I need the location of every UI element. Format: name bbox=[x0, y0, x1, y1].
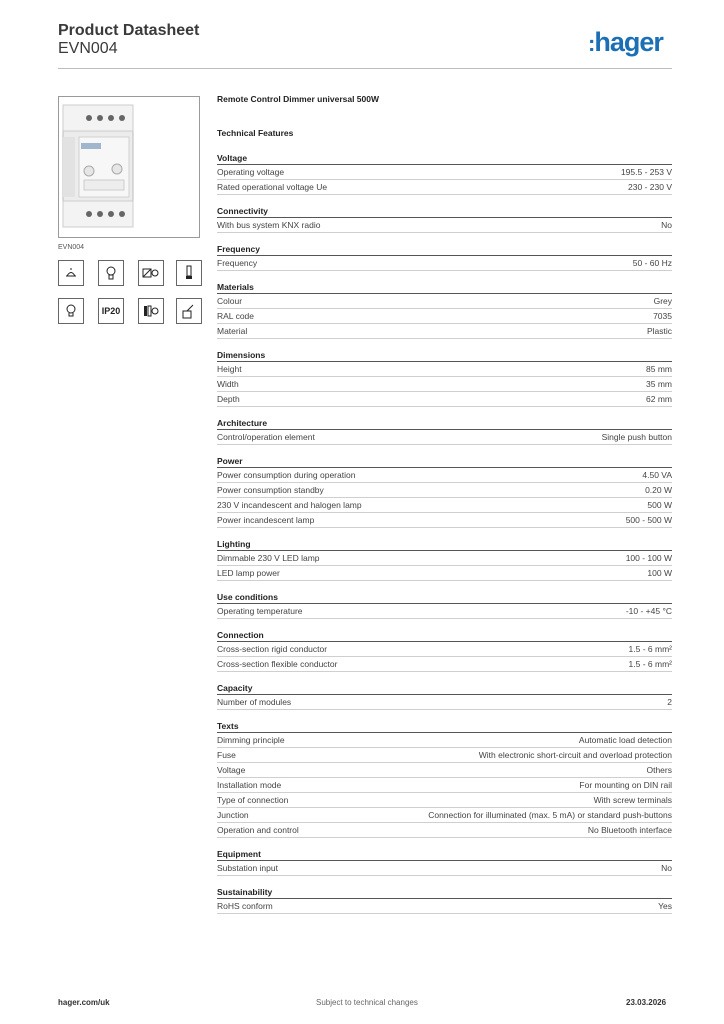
spec-row bbox=[217, 483, 672, 498]
section-title: Sustainability bbox=[217, 886, 672, 899]
spec-section bbox=[217, 152, 672, 195]
product-image bbox=[58, 96, 200, 238]
spec-label: Frequency bbox=[217, 258, 258, 268]
spec-value: Plastic bbox=[646, 326, 672, 336]
spec-row bbox=[217, 733, 672, 748]
spec-label: Fuse bbox=[217, 750, 236, 760]
spec-value: 2 bbox=[667, 697, 672, 707]
spec-value: With screw terminals bbox=[593, 795, 672, 805]
spec-row bbox=[217, 778, 672, 793]
footer-date: 23.03.2026 bbox=[626, 998, 667, 1007]
spec-row bbox=[217, 309, 672, 324]
spec-value: 0.20 W bbox=[645, 485, 672, 495]
spec-row bbox=[217, 793, 672, 808]
spec-label: Control/operation element bbox=[217, 432, 315, 442]
spec-label: 230 V incandescent and halogen lamp bbox=[217, 500, 362, 510]
spec-label: Cross-section rigid conductor bbox=[217, 644, 328, 654]
transformer-icon bbox=[138, 260, 164, 286]
spec-row bbox=[217, 642, 672, 657]
spec-sections bbox=[217, 152, 672, 914]
section-title: Connectivity bbox=[217, 205, 672, 218]
spec-value: No bbox=[661, 863, 672, 873]
din-module-icon bbox=[138, 298, 164, 324]
spec-label: Depth bbox=[217, 394, 240, 404]
page-title: Product Datasheet bbox=[58, 22, 200, 39]
spec-value: 62 mm bbox=[646, 394, 672, 404]
spec-label: Operating voltage bbox=[217, 167, 285, 177]
spec-row bbox=[217, 808, 672, 823]
spec-row bbox=[217, 362, 672, 377]
section-title: Dimensions bbox=[217, 349, 672, 362]
technical-features-heading: Technical Features bbox=[217, 128, 294, 138]
spec-value: No bbox=[661, 220, 672, 230]
spec-section bbox=[217, 455, 672, 528]
spec-row bbox=[217, 218, 672, 233]
spec-row bbox=[217, 294, 672, 309]
spec-label: RAL code bbox=[217, 311, 255, 321]
spec-row bbox=[217, 763, 672, 778]
spec-value: For mounting on DIN rail bbox=[579, 780, 672, 790]
spec-row bbox=[217, 377, 672, 392]
spec-value: 100 W bbox=[647, 568, 672, 578]
spec-row bbox=[217, 551, 672, 566]
spec-label: Colour bbox=[217, 296, 243, 306]
spec-row bbox=[217, 604, 672, 619]
spec-row bbox=[217, 324, 672, 339]
spec-row bbox=[217, 256, 672, 271]
spec-value: 7035 bbox=[653, 311, 672, 321]
spec-section bbox=[217, 682, 672, 710]
spec-row bbox=[217, 748, 672, 763]
spec-value: 230 - 230 V bbox=[628, 182, 672, 192]
section-title: Equipment bbox=[217, 848, 672, 861]
halogen-bulb-icon bbox=[98, 260, 124, 286]
product-caption: EVN004 bbox=[58, 244, 85, 251]
section-title: Voltage bbox=[217, 152, 672, 165]
spec-row bbox=[217, 861, 672, 876]
spec-row bbox=[217, 165, 672, 180]
fluorescent-tube-icon bbox=[176, 260, 202, 286]
spec-value: -10 - +45 °C bbox=[625, 606, 672, 616]
spec-value: No Bluetooth interface bbox=[587, 825, 672, 835]
spec-row bbox=[217, 513, 672, 528]
section-title: Use conditions bbox=[217, 591, 672, 604]
spec-label: Rated operational voltage Ue bbox=[217, 182, 328, 192]
spec-value: 50 - 60 Hz bbox=[632, 258, 672, 268]
spec-value: 500 - 500 W bbox=[625, 515, 672, 525]
brand-logo: :hager bbox=[588, 27, 663, 57]
spec-row bbox=[217, 430, 672, 445]
spec-section bbox=[217, 629, 672, 672]
spec-content bbox=[217, 94, 672, 914]
spec-label: Power consumption standby bbox=[217, 485, 324, 495]
spec-value: 195.5 - 253 V bbox=[620, 167, 672, 177]
section-title: Architecture bbox=[217, 417, 672, 430]
section-title: Connection bbox=[217, 629, 672, 642]
spec-label: Width bbox=[217, 379, 239, 389]
spec-label: Operating temperature bbox=[217, 606, 303, 616]
spec-label: Cross-section flexible conductor bbox=[217, 659, 338, 669]
spec-value: 1.5 - 6 mm² bbox=[628, 659, 672, 669]
product-name: Remote Control Dimmer universal 500W bbox=[217, 94, 380, 104]
spec-label: Substation input bbox=[217, 863, 278, 873]
spec-section bbox=[217, 538, 672, 581]
spec-row bbox=[217, 695, 672, 710]
spec-value: With electronic short-circuit and overload protection bbox=[478, 750, 672, 760]
spec-row bbox=[217, 392, 672, 407]
footer-notice: Subject to technical changes bbox=[316, 998, 418, 1007]
spec-section bbox=[217, 591, 672, 619]
spec-label: Junction bbox=[217, 810, 249, 820]
footer-website: hager.com/uk bbox=[58, 998, 110, 1007]
section-title: Capacity bbox=[217, 682, 672, 695]
spec-value: 85 mm bbox=[646, 364, 672, 374]
spec-section bbox=[217, 417, 672, 445]
spec-label: Installation mode bbox=[217, 780, 282, 790]
spec-section bbox=[217, 848, 672, 876]
spec-label: Voltage bbox=[217, 765, 246, 775]
spec-section bbox=[217, 720, 672, 838]
header-divider bbox=[58, 68, 672, 69]
spec-value: Yes bbox=[658, 901, 672, 911]
spec-label: Material bbox=[217, 326, 248, 336]
spec-value: Grey bbox=[653, 296, 672, 306]
spec-section bbox=[217, 205, 672, 233]
spec-value: 4.50 VA bbox=[642, 470, 672, 480]
spec-label: With bus system KNX radio bbox=[217, 220, 321, 230]
push-button-icon bbox=[176, 298, 202, 324]
spec-label: LED lamp power bbox=[217, 568, 280, 578]
spec-section bbox=[217, 243, 672, 271]
spec-label: Height bbox=[217, 364, 242, 374]
spec-label: RoHS conform bbox=[217, 901, 273, 911]
spec-label: Power incandescent lamp bbox=[217, 515, 315, 525]
section-title: Power bbox=[217, 455, 672, 468]
spec-label: Dimmable 230 V LED lamp bbox=[217, 553, 320, 563]
section-title: Frequency bbox=[217, 243, 672, 256]
section-title: Texts bbox=[217, 720, 672, 733]
ip-rating-badge: IP20 bbox=[98, 298, 124, 324]
spec-value: Others bbox=[646, 765, 672, 775]
spec-value: 100 - 100 W bbox=[625, 553, 672, 563]
spec-value: Automatic load detection bbox=[578, 735, 672, 745]
section-title: Lighting bbox=[217, 538, 672, 551]
spec-label: Power consumption during operation bbox=[217, 470, 356, 480]
spec-label: Type of connection bbox=[217, 795, 289, 805]
spec-row bbox=[217, 566, 672, 581]
spec-value: Single push button bbox=[601, 432, 672, 442]
spec-label: Number of modules bbox=[217, 697, 292, 707]
spec-row bbox=[217, 498, 672, 513]
spec-row bbox=[217, 899, 672, 914]
spec-label: Dimming principle bbox=[217, 735, 285, 745]
light-bulb-icon bbox=[58, 298, 84, 324]
spec-value: 500 W bbox=[647, 500, 672, 510]
spec-label: Operation and control bbox=[217, 825, 299, 835]
spec-value: Connection for illuminated (max. 5 mA) or standard push-buttons bbox=[428, 810, 672, 820]
spec-row bbox=[217, 468, 672, 483]
spec-section bbox=[217, 349, 672, 407]
spec-row bbox=[217, 823, 672, 838]
spec-row bbox=[217, 180, 672, 195]
spec-section bbox=[217, 281, 672, 339]
spec-value: 1.5 - 6 mm² bbox=[628, 644, 672, 654]
spec-row bbox=[217, 657, 672, 672]
ceiling-lamp-icon bbox=[58, 260, 84, 286]
section-title: Materials bbox=[217, 281, 672, 294]
spec-section bbox=[217, 886, 672, 914]
product-code: EVN004 bbox=[58, 40, 118, 57]
spec-value: 35 mm bbox=[646, 379, 672, 389]
